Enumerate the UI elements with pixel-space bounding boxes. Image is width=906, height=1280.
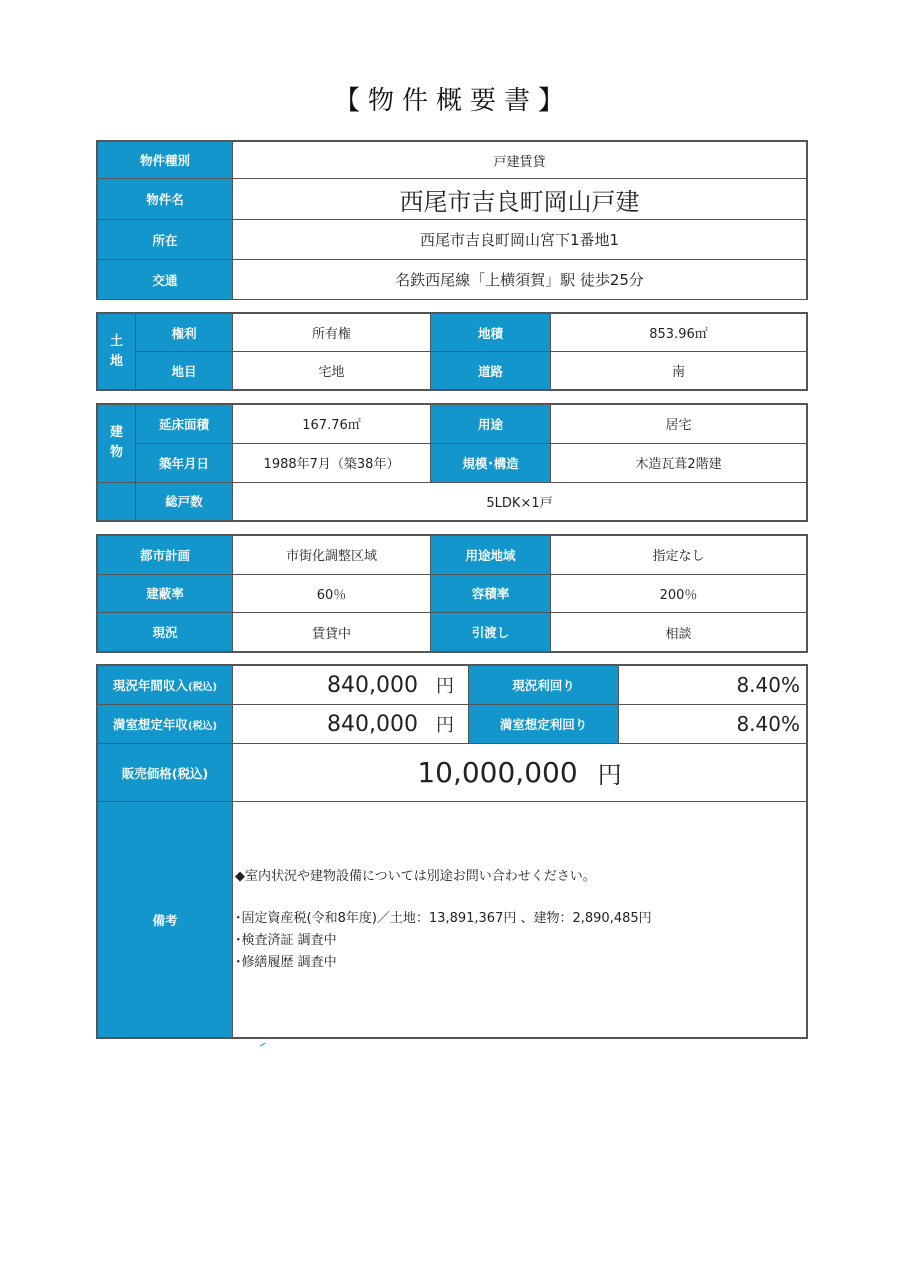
building-side-label: 建 物 [98,405,136,483]
current-yield-label: 現況利回り [469,666,619,705]
remarks-line-1: ◆室内状況や建物設備については別途お問い合わせください。 [235,868,596,884]
remarks-line-4: ･修繕履歴 調査中 [235,954,337,970]
full-income-unit: 円 [436,715,454,736]
remarks-body [233,802,807,1038]
status-value: 賃貸中 [233,613,431,652]
regulation-table [96,534,808,653]
handover-label: 引渡し [431,613,551,652]
price-cell [233,744,807,802]
price-value: 10,000,000 [417,756,578,789]
current-income-value: 840,000 [327,672,418,698]
floor-area-value: 167.76㎡ [233,405,431,444]
remarks-label: 備考 [98,802,233,1038]
status-label: 現況 [98,613,233,652]
property-name: 西尾市吉良町岡山戸建 [233,179,807,220]
location-label: 所在 [98,220,233,260]
name-label: 物件名 [98,179,233,220]
full-income-value: 840,000 [327,711,418,737]
remarks-line-3: ･検査済証 調査中 [235,932,337,948]
use-label: 用途 [431,405,551,444]
land-category-label: 地目 [136,352,233,390]
units-value: 5LDK×1戸 [233,482,807,520]
floor-area-label: 延床面積 [136,405,233,444]
current-yield-value: 8.40% [619,666,807,705]
handover-value: 相談 [551,613,807,652]
land-table [96,312,808,391]
price-unit: 円 [597,761,622,789]
finance-table [96,664,808,1039]
structure-value: 木造瓦葺2階建 [551,443,807,482]
full-income-label: 満室想定年収(税込) [98,705,233,744]
far-label: 容積率 [431,574,551,613]
rights-value: 所有権 [233,314,431,352]
built-label: 築年月日 [136,443,233,482]
document-title: 【物件概要書】 [333,86,572,116]
units-label: 総戸数 [136,482,233,520]
access-label: 交通 [98,260,233,300]
land-side-label: 土 地 [98,314,136,390]
land-category-value: 宅地 [233,352,431,390]
rights-label: 権利 [136,314,233,352]
far-value: 200％ [551,574,807,613]
location-value: 西尾市吉良町岡山宮下1番地1 [233,220,807,260]
city-plan-label: 都市計画 [98,536,233,575]
building-side-spacer [98,482,136,520]
land-area-label: 地積 [431,314,551,352]
road-label: 道路 [431,352,551,390]
land-area-value: 853.96㎡ [551,314,807,352]
price-label: 販売価格(税込) [98,744,233,802]
summary-table [96,140,808,300]
full-income-cell [233,705,469,744]
current-income-unit: 円 [436,676,454,697]
coverage-label: 建蔽率 [98,574,233,613]
current-income-cell [233,666,469,705]
use-value: 居宅 [551,405,807,444]
zoning-value: 指定なし [551,536,807,575]
current-income-label: 現況年間収入(税込) [98,666,233,705]
coverage-value: 60％ [233,574,431,613]
structure-label: 規模･構造 [431,443,551,482]
remarks-line-2: ･固定資産税(令和8年度)／土地：13,891,367円 、建物：2,890,485円 [235,910,652,926]
city-plan-value: 市街化調整区域 [233,536,431,575]
built-value: 1988年7月（築38年） [233,443,431,482]
type-value: 戸建賃貸 [233,142,807,179]
stray-mark [260,1043,267,1049]
full-yield-value: 8.40% [619,705,807,744]
type-label: 物件種別 [98,142,233,179]
access-value: 名鉄西尾線「上横須賀」駅 徒歩25分 [233,260,807,300]
full-yield-label: 満室想定利回り [469,705,619,744]
building-table [96,403,808,522]
zoning-label: 用途地域 [431,536,551,575]
road-value: 南 [551,352,807,390]
